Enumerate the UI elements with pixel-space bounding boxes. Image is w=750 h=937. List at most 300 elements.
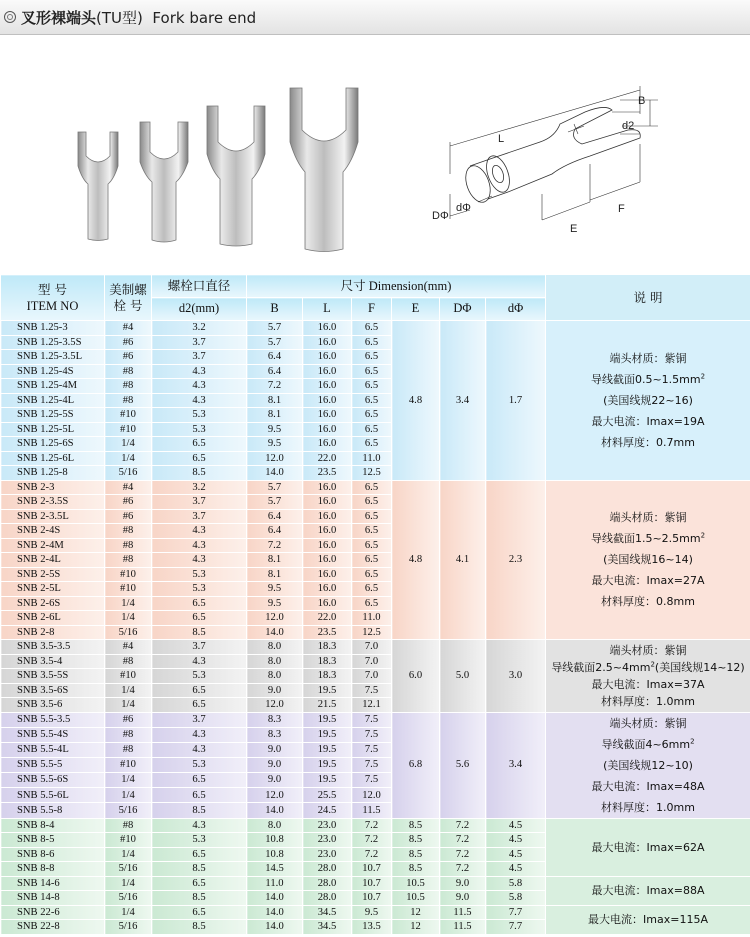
cell-l: 16.0 <box>303 350 352 365</box>
cell-b: 12.0 <box>247 788 303 803</box>
cell-stud: 6.5 <box>152 698 247 713</box>
note-cell <box>546 640 750 713</box>
cell-screw: #8 <box>105 553 152 568</box>
cell-e: 6.0 <box>392 640 440 713</box>
table-row <box>1 321 750 336</box>
cell-stud: 3.7 <box>152 335 247 350</box>
cell-screw: #8 <box>105 364 152 379</box>
cell-l: 28.0 <box>303 891 352 906</box>
note-awg: (美国线规14~12) <box>654 660 745 674</box>
cell-f: 12.1 <box>352 698 392 713</box>
note-current: 最大电流：Imax=88A <box>546 876 750 905</box>
cell-big-d-phi: 7.2 <box>440 833 486 848</box>
cell-f: 10.7 <box>352 876 392 891</box>
cell-l: 23.5 <box>303 625 352 640</box>
table-row <box>1 876 750 891</box>
note-material: 端头材质：紫铜 <box>609 716 687 730</box>
cell-screw: 1/4 <box>105 596 152 611</box>
note-awg: (美国线规16~14) <box>603 553 693 567</box>
cell-l: 28.0 <box>303 862 352 877</box>
note-section-text: 导线截面1.5~2.5mm <box>590 532 701 546</box>
note-current: 最大电流：Imax=37A <box>591 677 705 691</box>
cell-b: 5.7 <box>247 480 303 495</box>
cell-screw: #10 <box>105 408 152 423</box>
cell-f: 9.5 <box>352 905 392 920</box>
cell-f: 7.2 <box>352 847 392 862</box>
cell-model: SNB 5.5-6S <box>1 773 105 788</box>
cell-f: 6.5 <box>352 335 392 350</box>
cell-model: SNB 3.5-6 <box>1 698 105 713</box>
cell-b: 9.0 <box>247 773 303 788</box>
cell-stud: 5.3 <box>152 582 247 597</box>
cell-stud: 6.5 <box>152 773 247 788</box>
cell-model: SNB 1.25-6L <box>1 451 105 466</box>
note-awg: (美国线规22~16) <box>603 393 693 407</box>
cell-big-d-phi: 9.0 <box>440 876 486 891</box>
title-en: Fork bare end <box>152 9 257 27</box>
cell-f: 6.5 <box>352 567 392 582</box>
cell-model: SNB 3.5-3.5 <box>1 640 105 655</box>
cell-screw: #8 <box>105 727 152 742</box>
cell-l: 34.5 <box>303 920 352 935</box>
cell-f: 6.5 <box>352 480 392 495</box>
cell-l: 18.3 <box>303 654 352 669</box>
cell-f: 6.5 <box>352 509 392 524</box>
cell-stud: 6.5 <box>152 451 247 466</box>
cell-d-phi: 5.8 <box>486 876 546 891</box>
page-title <box>4 7 256 28</box>
cell-model: SNB 14-6 <box>1 876 105 891</box>
cell-b: 14.0 <box>247 905 303 920</box>
cell-l: 24.5 <box>303 803 352 818</box>
fork-terminal-2 <box>140 122 188 242</box>
spec-table-body <box>1 321 750 935</box>
note-current: 最大电流：Imax=48A <box>591 779 705 793</box>
cell-b: 14.0 <box>247 920 303 935</box>
note-material: 端头材质：紫铜 <box>609 643 687 657</box>
cell-f: 10.7 <box>352 862 392 877</box>
note-thickness: 材料厚度：1.0mm <box>601 800 695 814</box>
cell-f: 6.5 <box>352 364 392 379</box>
cell-f: 7.5 <box>352 757 392 772</box>
cell-model: SNB 14-8 <box>1 891 105 906</box>
label-b: B <box>638 95 646 107</box>
cell-f: 7.2 <box>352 818 392 833</box>
cell-f: 6.5 <box>352 596 392 611</box>
cell-screw: 5/16 <box>105 920 152 935</box>
cell-d-phi: 3.0 <box>486 640 546 713</box>
cell-l: 16.0 <box>303 553 352 568</box>
cell-stud: 3.7 <box>152 712 247 727</box>
cell-screw: #6 <box>105 495 152 510</box>
header-dimension: 尺寸 Dimension(mm) <box>247 275 546 298</box>
note-section-sup: 2 <box>650 660 655 669</box>
table-row <box>1 712 750 727</box>
cell-f: 6.5 <box>352 393 392 408</box>
cell-f: 7.0 <box>352 669 392 684</box>
cell-d-phi: 4.5 <box>486 818 546 833</box>
cell-screw: #8 <box>105 742 152 757</box>
cell-b: 8.1 <box>247 408 303 423</box>
cell-stud: 6.5 <box>152 905 247 920</box>
cell-d-phi: 2.3 <box>486 480 546 640</box>
cell-b: 8.1 <box>247 553 303 568</box>
cell-stud: 4.3 <box>152 393 247 408</box>
label-big-d-phi: DΦ <box>432 210 449 222</box>
cell-b: 8.1 <box>247 393 303 408</box>
cell-f: 6.5 <box>352 437 392 452</box>
cell-model: SNB 2-3.5L <box>1 509 105 524</box>
cell-b: 8.0 <box>247 654 303 669</box>
cell-screw: #6 <box>105 350 152 365</box>
header-d-phi: dΦ <box>486 298 546 321</box>
cell-model: SNB 2-3 <box>1 480 105 495</box>
cell-model: SNB 5.5-4L <box>1 742 105 757</box>
cell-l: 16.0 <box>303 538 352 553</box>
cell-model: SNB 1.25-3.5S <box>1 335 105 350</box>
note-section <box>546 369 750 390</box>
cell-f: 7.5 <box>352 742 392 757</box>
cell-l: 19.5 <box>303 742 352 757</box>
cell-f: 10.7 <box>352 891 392 906</box>
cell-screw: #10 <box>105 757 152 772</box>
cell-b: 5.7 <box>247 321 303 336</box>
fork-terminal-4 <box>290 88 358 252</box>
cell-screw: 1/4 <box>105 773 152 788</box>
cell-f: 6.5 <box>352 321 392 336</box>
cell-l: 16.0 <box>303 408 352 423</box>
cell-model: SNB 2-4L <box>1 553 105 568</box>
fork-terminal-1 <box>78 132 118 241</box>
cell-model: SNB 1.25-8 <box>1 466 105 481</box>
cell-big-d-phi: 11.5 <box>440 920 486 935</box>
cell-f: 6.5 <box>352 524 392 539</box>
cell-l: 16.0 <box>303 582 352 597</box>
note-material: 端头材质：紫铜 <box>609 511 687 525</box>
cell-b: 9.0 <box>247 742 303 757</box>
cell-stud: 5.3 <box>152 567 247 582</box>
note-current: 最大电流：Imax=62A <box>546 818 750 876</box>
cell-b: 8.1 <box>247 567 303 582</box>
cell-stud: 4.3 <box>152 379 247 394</box>
cell-screw: #8 <box>105 654 152 669</box>
note-section-sup: 2 <box>700 531 706 540</box>
cell-f: 12.5 <box>352 466 392 481</box>
cell-e: 12 <box>392 920 440 935</box>
cell-l: 19.5 <box>303 712 352 727</box>
cell-l: 23.0 <box>303 847 352 862</box>
cell-f: 12.0 <box>352 788 392 803</box>
cell-l: 16.0 <box>303 567 352 582</box>
cell-f: 11.0 <box>352 611 392 626</box>
cell-l: 16.0 <box>303 393 352 408</box>
header-big-d-phi: DΦ <box>440 298 486 321</box>
cell-model: SNB 2-5S <box>1 567 105 582</box>
cell-stud: 8.5 <box>152 466 247 481</box>
cell-l: 16.0 <box>303 422 352 437</box>
cell-b: 10.8 <box>247 847 303 862</box>
cell-l: 16.0 <box>303 364 352 379</box>
cell-d-phi: 7.7 <box>486 920 546 935</box>
table-row <box>1 480 750 495</box>
cell-screw: 1/4 <box>105 451 152 466</box>
cell-model: SNB 1.25-4M <box>1 379 105 394</box>
cell-e: 8.5 <box>392 862 440 877</box>
cell-f: 6.5 <box>352 495 392 510</box>
cell-b: 5.7 <box>247 495 303 510</box>
cell-b: 9.5 <box>247 422 303 437</box>
cell-l: 16.0 <box>303 509 352 524</box>
cell-big-d-phi: 7.2 <box>440 862 486 877</box>
cell-d-phi: 4.5 <box>486 847 546 862</box>
cell-model: SNB 2-5L <box>1 582 105 597</box>
spec-table <box>0 274 750 935</box>
cell-stud: 6.5 <box>152 683 247 698</box>
cell-stud: 3.7 <box>152 640 247 655</box>
cell-model: SNB 2-6L <box>1 611 105 626</box>
cell-l: 28.0 <box>303 876 352 891</box>
cell-model: SNB 1.25-3.5L <box>1 350 105 365</box>
cell-stud: 6.5 <box>152 596 247 611</box>
cell-big-d-phi: 3.4 <box>440 321 486 481</box>
cell-e: 10.5 <box>392 876 440 891</box>
cell-model: SNB 1.25-4L <box>1 393 105 408</box>
label-l: L <box>498 133 505 145</box>
cell-model: SNB 5.5-8 <box>1 803 105 818</box>
cell-screw: #10 <box>105 833 152 848</box>
cell-l: 16.0 <box>303 495 352 510</box>
table-row <box>1 640 750 655</box>
note-cell <box>546 712 750 818</box>
cell-f: 6.5 <box>352 408 392 423</box>
cell-d-phi: 5.8 <box>486 891 546 906</box>
cell-e: 4.8 <box>392 480 440 640</box>
cell-model: SNB 2-8 <box>1 625 105 640</box>
cell-b: 14.0 <box>247 891 303 906</box>
note-section-text: 导线截面4~6mm <box>601 737 691 751</box>
cell-b: 8.3 <box>247 712 303 727</box>
cell-big-d-phi: 4.1 <box>440 480 486 640</box>
cell-model: SNB 22-8 <box>1 920 105 935</box>
note-section <box>546 528 750 549</box>
cell-b: 12.0 <box>247 611 303 626</box>
cell-stud: 6.5 <box>152 788 247 803</box>
cell-b: 9.5 <box>247 582 303 597</box>
cell-stud: 4.3 <box>152 818 247 833</box>
cell-model: SNB 1.25-5S <box>1 408 105 423</box>
cell-model: SNB 5.5-5 <box>1 757 105 772</box>
header-f: F <box>352 298 392 321</box>
cell-model: SNB 8-4 <box>1 818 105 833</box>
circle-bullet-icon <box>4 11 16 23</box>
fork-terminal-3 <box>207 106 265 246</box>
cell-l: 23.0 <box>303 833 352 848</box>
cell-screw: #4 <box>105 321 152 336</box>
cell-screw: #8 <box>105 524 152 539</box>
cell-d-phi: 7.7 <box>486 905 546 920</box>
cell-l: 19.5 <box>303 773 352 788</box>
cell-l: 16.0 <box>303 524 352 539</box>
note-cell <box>546 321 750 481</box>
cell-stud: 4.3 <box>152 742 247 757</box>
cell-screw: #8 <box>105 538 152 553</box>
cell-l: 34.5 <box>303 905 352 920</box>
table-row <box>1 818 750 833</box>
cell-e: 12 <box>392 905 440 920</box>
note-current: 最大电流：Imax=19A <box>591 414 705 428</box>
cell-stud: 6.5 <box>152 611 247 626</box>
label-f: F <box>618 203 625 215</box>
product-photo-and-drawing <box>0 34 750 274</box>
cell-b: 8.0 <box>247 640 303 655</box>
cell-screw: #10 <box>105 567 152 582</box>
note-thickness: 材料厚度：1.0mm <box>601 694 695 708</box>
cell-stud: 5.3 <box>152 422 247 437</box>
cell-screw: #4 <box>105 640 152 655</box>
note-section <box>546 734 750 755</box>
cell-f: 7.5 <box>352 712 392 727</box>
cell-stud: 8.5 <box>152 891 247 906</box>
cell-l: 23.0 <box>303 818 352 833</box>
cell-l: 23.5 <box>303 466 352 481</box>
cell-b: 5.7 <box>247 335 303 350</box>
header-l: L <box>303 298 352 321</box>
cell-screw: 5/16 <box>105 466 152 481</box>
cell-l: 16.0 <box>303 437 352 452</box>
note-thickness: 材料厚度：0.8mm <box>601 595 695 609</box>
product-illustration <box>0 34 750 274</box>
cell-screw: 5/16 <box>105 625 152 640</box>
cell-model: SNB 5.5-6L <box>1 788 105 803</box>
note-material: 端头材质：紫铜 <box>609 351 687 365</box>
cell-d-phi: 4.5 <box>486 862 546 877</box>
cell-b: 14.0 <box>247 625 303 640</box>
cell-big-d-phi: 7.2 <box>440 818 486 833</box>
cell-screw: #6 <box>105 712 152 727</box>
cell-big-d-phi: 11.5 <box>440 905 486 920</box>
label-e: E <box>570 223 578 235</box>
label-d-phi: dΦ <box>456 202 471 214</box>
cell-f: 7.5 <box>352 727 392 742</box>
title-bar <box>0 0 750 35</box>
cell-f: 6.5 <box>352 350 392 365</box>
cell-stud: 4.3 <box>152 538 247 553</box>
cell-l: 21.5 <box>303 698 352 713</box>
cell-screw: 1/4 <box>105 847 152 862</box>
cell-big-d-phi: 7.2 <box>440 847 486 862</box>
cell-screw: 1/4 <box>105 905 152 920</box>
cell-stud: 5.3 <box>152 669 247 684</box>
title-type: (TU型) <box>96 9 143 27</box>
cell-f: 6.5 <box>352 553 392 568</box>
cell-screw: #8 <box>105 393 152 408</box>
cell-screw: 1/4 <box>105 876 152 891</box>
cell-model: SNB 3.5-5S <box>1 669 105 684</box>
cell-model: SNB 22-6 <box>1 905 105 920</box>
cell-f: 12.5 <box>352 625 392 640</box>
cell-screw: 1/4 <box>105 683 152 698</box>
note-cell <box>546 480 750 640</box>
cell-stud: 5.3 <box>152 757 247 772</box>
cell-l: 16.0 <box>303 379 352 394</box>
cell-stud: 4.3 <box>152 727 247 742</box>
note-thickness: 材料厚度：0.7mm <box>601 435 695 449</box>
cell-b: 9.0 <box>247 757 303 772</box>
cell-l: 18.3 <box>303 640 352 655</box>
cell-model: SNB 1.25-4S <box>1 364 105 379</box>
table-row <box>1 905 750 920</box>
cell-stud: 4.3 <box>152 524 247 539</box>
cell-stud: 4.3 <box>152 654 247 669</box>
cell-b: 11.0 <box>247 876 303 891</box>
cell-stud: 5.3 <box>152 408 247 423</box>
cell-stud: 8.5 <box>152 862 247 877</box>
cell-stud: 3.7 <box>152 509 247 524</box>
cell-f: 6.5 <box>352 582 392 597</box>
cell-b: 9.5 <box>247 596 303 611</box>
cell-stud: 3.7 <box>152 495 247 510</box>
cell-d-phi: 1.7 <box>486 321 546 481</box>
cell-stud: 3.2 <box>152 321 247 336</box>
cell-big-d-phi: 5.0 <box>440 640 486 713</box>
cell-screw: 5/16 <box>105 803 152 818</box>
cell-model: SNB 1.25-5L <box>1 422 105 437</box>
cell-f: 7.2 <box>352 833 392 848</box>
cell-screw: 1/4 <box>105 788 152 803</box>
cell-b: 14.0 <box>247 803 303 818</box>
cell-stud: 8.5 <box>152 803 247 818</box>
cell-screw: #10 <box>105 669 152 684</box>
cell-model: SNB 8-5 <box>1 833 105 848</box>
header-model: 型 号 ITEM NO <box>1 275 105 321</box>
cell-model: SNB 2-3.5S <box>1 495 105 510</box>
cell-d-phi: 3.4 <box>486 712 546 818</box>
cell-b: 8.3 <box>247 727 303 742</box>
cell-model: SNB 2-4M <box>1 538 105 553</box>
cell-screw: 1/4 <box>105 698 152 713</box>
cell-b: 8.0 <box>247 669 303 684</box>
cell-d-phi: 4.5 <box>486 833 546 848</box>
cell-e: 8.5 <box>392 847 440 862</box>
note-section-text: 导线截面0.5~1.5mm <box>590 372 701 386</box>
cell-screw: #6 <box>105 509 152 524</box>
cell-b: 6.4 <box>247 364 303 379</box>
header-stud-en: d2(mm) <box>152 298 247 321</box>
note-section <box>546 659 750 676</box>
header-stud-cn: 螺栓口直径 <box>152 275 247 298</box>
cell-stud: 8.5 <box>152 625 247 640</box>
label-d2: d2 <box>622 120 635 132</box>
cell-l: 22.0 <box>303 451 352 466</box>
cell-f: 6.5 <box>352 422 392 437</box>
cell-b: 14.5 <box>247 862 303 877</box>
cell-f: 7.5 <box>352 683 392 698</box>
cell-model: SNB 1.25-3 <box>1 321 105 336</box>
cell-screw: #4 <box>105 480 152 495</box>
cell-b: 10.8 <box>247 833 303 848</box>
dimension-drawing <box>450 86 658 220</box>
cell-f: 11.5 <box>352 803 392 818</box>
cell-f: 7.5 <box>352 773 392 788</box>
header-note: 说 明 <box>546 275 750 321</box>
cell-model: SNB 5.5-3.5 <box>1 712 105 727</box>
cell-model: SNB 8-8 <box>1 862 105 877</box>
cell-f: 6.5 <box>352 538 392 553</box>
cell-b: 12.0 <box>247 451 303 466</box>
cell-stud: 4.3 <box>152 364 247 379</box>
cell-stud: 6.5 <box>152 876 247 891</box>
cell-stud: 8.5 <box>152 920 247 935</box>
